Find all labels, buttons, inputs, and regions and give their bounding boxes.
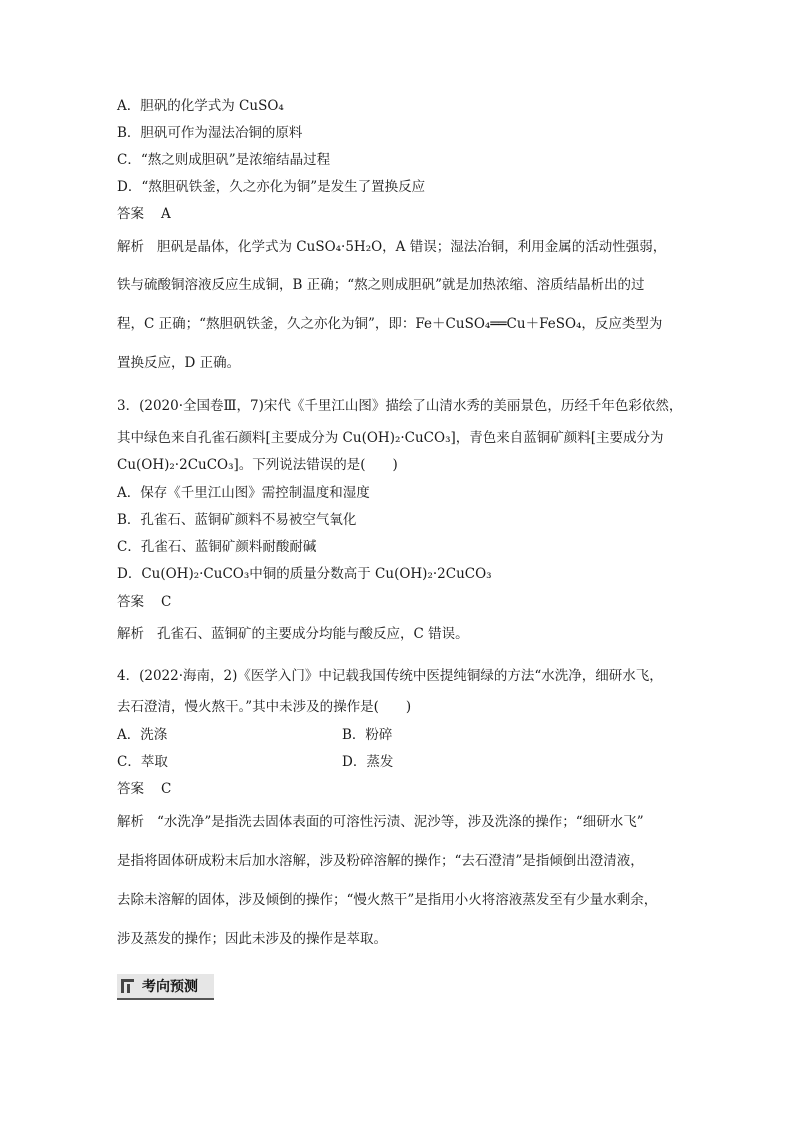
q4-option-c: C．萃取 <box>117 754 168 770</box>
answer-value: C <box>161 781 172 797</box>
answer-label: 答案 <box>117 206 144 222</box>
section-header <box>117 974 214 1000</box>
answer-value: C <box>161 594 172 610</box>
answer-label: 答案 <box>117 594 144 610</box>
q4-explanation-line-3: 去除未溶解的固体，涉及倾倒的操作；“慢火熬干”是指用小火将溶液蒸发至有少量水剩余， <box>117 892 658 908</box>
q2-explanation-line-1: 解析 胆矾是晶体，化学式为 CuSO₄·5H₂O，A 错误；湿法冶铜，利用金属的活动性强弱， <box>117 239 667 255</box>
q3-stem-line-1: 3．(2020·全国卷Ⅲ，7)宋代《千里江山图》描绘了山清水秀的美丽景色，历经千年色彩依然， <box>117 398 683 414</box>
q4-option-a: A．洗涤 <box>117 727 168 743</box>
q4-answer-row <box>117 780 171 798</box>
q3-stem-line-2: 其中绿色来自孔雀石颜料[主要成分为 Cu(OH)₂·CuCO₃]，青色来自蓝铜矿颜料[主要成分为 <box>117 430 664 446</box>
q3-option-c: C．孔雀石、蓝铜矿颜料耐酸耐碱 <box>117 539 317 555</box>
q4-explanation-line-4: 涉及蒸发的操作；因此未涉及的操作是萃取。 <box>117 931 387 947</box>
q3-option-b: B．孔雀石、蓝铜矿颜料不易被空气氧化 <box>117 512 357 528</box>
q4-explanation-line-1: 解析 “水洗净”是指洗去固体表面的可溶性污渍、泥沙等，涉及洗涤的操作；“细研水飞” <box>117 814 644 830</box>
answer-value: A <box>161 206 171 222</box>
q3-option-d: D．Cu(OH)₂·CuCO₃中铜的质量分数高于 Cu(OH)₂·2CuCO₃ <box>117 566 492 582</box>
explanation-label: 解析 <box>117 239 144 255</box>
explanation-label: 解析 <box>117 814 144 830</box>
q3-answer-row <box>117 593 171 611</box>
q2-explanation-line-3: 程，C 正确；“熬胆矾铁釜，久之亦化为铜”，即：Fe＋CuSO₄══Cu＋FeSO₄，反应类型为 <box>117 316 663 332</box>
explanation-label: 解析 <box>117 626 144 642</box>
q2-option-a: A．胆矾的化学式为 CuSO₄ <box>117 98 284 114</box>
q2-explanation-line-4: 置换反应，D 正确。 <box>117 355 241 371</box>
q4-stem-line-1: 4．(2022·海南，2)《医学入门》中记载我国传统中医提纯铜绿的方法“水洗净，细研水飞， <box>117 668 663 684</box>
q4-option-b: B．粉碎 <box>342 727 393 743</box>
q3-option-a: A．保存《千里江山图》需控制温度和湿度 <box>117 485 370 501</box>
q2-option-d: D．“熬胆矾铁釜，久之亦化为铜”是发生了置换反应 <box>117 179 426 195</box>
q4-option-d: D．蒸发 <box>342 754 394 770</box>
q4-explanation-line-2: 是指将固体研成粉末后加水溶解，涉及粉碎溶解的操作；“去石澄清”是指倾倒出澄清液， <box>117 853 644 869</box>
section-marker-icon <box>121 979 134 993</box>
q2-option-c: C．“熬之则成胆矾”是浓缩结晶过程 <box>117 152 331 168</box>
q2-answer-row <box>117 205 171 223</box>
answer-label: 答案 <box>117 781 144 797</box>
q2-explanation-line-2: 铁与硫酸铜溶液反应生成铜，B 正确；“熬之则成胆矾”就是加热浓缩、溶质结晶析出的过 <box>117 277 645 293</box>
section-title: 考向预测 <box>142 979 198 995</box>
q2-option-b: B．胆矾可作为湿法冶铜的原料 <box>117 125 303 141</box>
q3-explanation: 解析 孔雀石、蓝铜矿的主要成分均能与酸反应，C 错误。 <box>117 626 469 642</box>
q4-stem-line-2: 去石澄清，慢火熬干。”其中未涉及的操作是( ) <box>117 699 412 715</box>
q3-stem-line-3: Cu(OH)₂·2CuCO₃]。下列说法错误的是( ) <box>117 457 398 473</box>
